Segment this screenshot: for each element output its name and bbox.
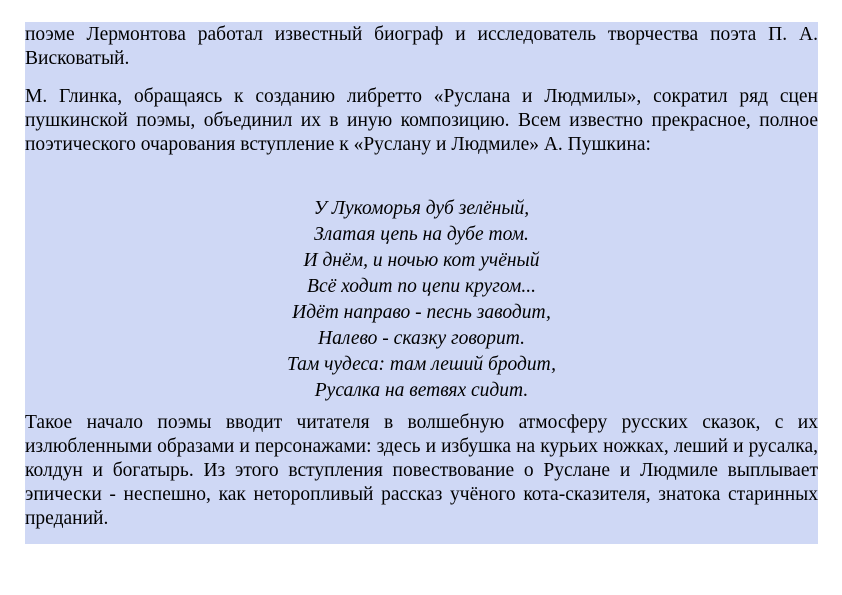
poem-line: Идёт направо - песнь заводит, xyxy=(292,302,551,323)
paragraph-glinka: М. Глинка, обращаясь к созданию либретто «Руслана и Людмилы», сократил ряд сцен пушкинской поэмы, объединил их в иную композицию. Всем известно прекрасное, полное поэтического очарования вступление к «Руслану и Людмиле» А. Пушкина: xyxy=(25,86,818,155)
poem-line: Всё ходит по цепи кругом... xyxy=(307,276,536,297)
poem-quote xyxy=(25,196,818,404)
poem-line: Там чудеса: там леший бродит, xyxy=(286,354,557,375)
highlighted-text-block xyxy=(25,22,818,544)
paragraph-introduction: Такое начало поэмы вводит читателя в волшебную атмосферу русских сказок, с их излюбленными образами и персонажами: здесь и избушка на курьих ножках, леший и русалка, колдун и богатырь. Из этого вступления повествование о Руслане и Людмиле выплывает эпически - неспешно, как неторопливый рассказ учёного кота-сказителя, знатока старинных преданий. xyxy=(25,412,818,529)
poem-line: У Лукоморья дуб зелёный, xyxy=(313,198,530,219)
poem-line: И днём, и ночью кот учёный xyxy=(303,250,540,271)
poem-line: Русалка на ветвях сидит. xyxy=(314,380,529,401)
poem-line: Златая цепь на дубе том. xyxy=(314,224,529,245)
poem-line: Налево - сказку говорит. xyxy=(318,328,525,349)
paragraph-lermontov: поэме Лермонтова работал известный биограф и исследователь творчества поэта П. А. Висковатый. xyxy=(25,24,818,69)
